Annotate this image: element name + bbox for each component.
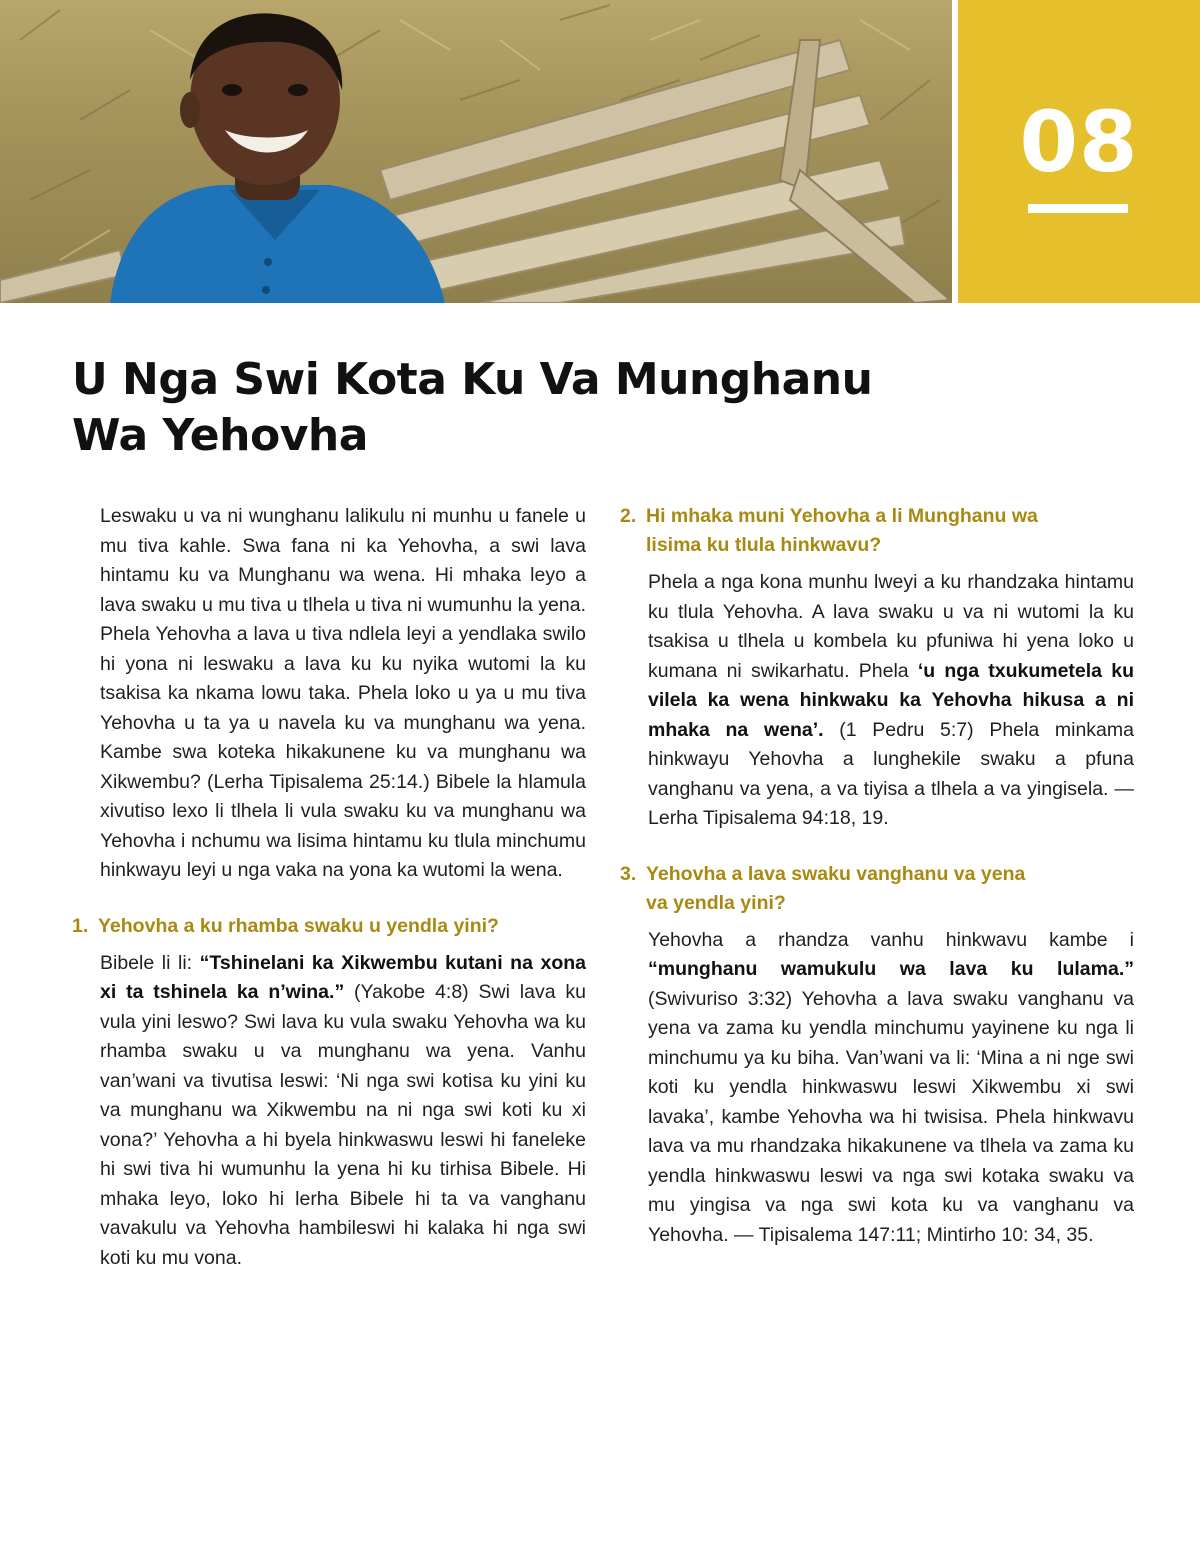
section-3-answer-pre: Yehovha a rhandza vanhu hinkwavu kambe i: [648, 928, 1134, 951]
lesson-number-badge: [958, 0, 1200, 303]
section-2-answer-quote: ‘u nga txukumetela ku vilela ka wena hinkwaku ka Yehovha hikusa a ni mhaka na wena’.: [648, 659, 1134, 741]
right-column: [620, 502, 1134, 1250]
title-line-1: U Nga Swi Kota Ku Va Munghanu: [72, 354, 873, 405]
section-2-answer: [620, 568, 1134, 834]
section-1-question-text: Yehovha a ku rhamba swaku u yendla yini?: [98, 914, 499, 937]
section-2-number: 2.: [620, 505, 637, 527]
section-3-answer-quote: “munghanu wamukulu wa lava ku lulama.”: [648, 958, 1134, 980]
hero-photo: [0, 0, 952, 303]
section-3-answer: [620, 926, 1134, 1251]
section-2-question-text: Hi mhaka muni Yehovha a li Munghanu wa lisima ku tlula hinkwavu?: [646, 505, 1038, 556]
hero-illustration: [0, 0, 952, 303]
section-2-answer-post: (1 Pedru 5:7) Phela minkama hinkwayu Yehovha a lunghekile swaku a pfuna vanghanu va yena, a va tiyisa a tlhela a va yingisela. — Lerha Tipisalema 94:18, 19.: [648, 718, 1134, 829]
section-1-answer-post: (Yakobe 4:8) Swi lava ku vula yini leswo? Swi lava ku vula swaku Yehovha wa ku rhamba swaku u va munghanu wa yena. Vanhu van’wani va tivutisa leswi: ‘Ni nga swi kotisa ku yini ku va munghanu wa Xikwembu na ni nga swi koti ku xi vona?’ Yehovha a hi byela hinkwaswu leswi hi faneleke hi swi tiva hi wumunhu la yena hi ku tirhisa Bibele. Hi mhaka leyo, loko hi lerha Bibele hi ta va vanghanu vavakulu va Yehovha hambileswi hi kalaka hi nga swi koti ku mu vona.: [100, 981, 586, 1269]
section-3-answer-post: (Swivuriso 3:32) Yehovha a lava swaku vanghanu va yena va zama ku yendla minchumu yayinene ku nga li minchumu ya ku biha. Van’wani va li: ‘Mina a ni nge swi koti ku yendla hinkwaswu leswi Xikwembu xi swi lavaka’, kambe Yehovha wa hi twisisa. Phela hinkwavu lava va mu rhandzaka hikakunene va tlhela va zama ku yendla hinkwaswu leswi va nga swi kotaka swaku va mu yingisa va nga swi kota ku va vanghanu va Yehovha. — Tipisalema 147:11; Mintirho 10: 34, 35.: [648, 987, 1134, 1246]
section-2-question: [620, 502, 1134, 560]
section-1-answer: [72, 949, 586, 1274]
section-1-number: 1.: [72, 914, 89, 937]
section-2-answer-pre: Phela a nga kona munhu lweyi a ku rhandzaka hintamu ku tlula Yehovha. A lava swaku u va ni wutomi la ku tsakisa u tlhela u kombela ku pfuniwa hi yena loko u kumana ni swikarhatu. Phela: [648, 571, 1134, 682]
section-3-question: [620, 860, 1134, 918]
intro-paragraph: Leswaku u va ni wunghanu lalikulu ni munhu u fanele u mu tiva kahle. Swa fana ni ka Yehovha, a swi lava hintamu ku va Munghanu wa wena. Hi mhaka leyo a lava swaku u mu tiva u tlhela u tiva ni wumunhu la yena. Phela Yehovha a lava u tiva ndlela leyi a yendlaka swilo hi yona ni leswaku a lava ku ku nyika wutomi la ku tsakisa ka nkama lowu taka. Phela loko u ya u mu tiva Yehovha u ta ya u navela ku va munghanu wa yena. Kambe swa koteka hikakunene ku va munghanu wa Xikwembu? (Lerha Tipisalema 25:14.) Bibele la hlamula xivutiso lexo li tlhela li vula swaku ku va munghanu wa Yehovha i nchumu wa lisima hintamu ku tlula minchumu hinkwayu leyi u nga vaka na yona ka wutomi la wena.: [100, 505, 586, 881]
title-line-2: Wa Yehovha: [72, 410, 368, 461]
page-title: [72, 352, 972, 464]
left-column: [72, 502, 586, 1273]
badge-underline: [1028, 204, 1128, 213]
section-1-question: [72, 912, 586, 941]
section-1-answer-pre: Bibele li li:: [100, 951, 200, 974]
section-1-answer-quote: “Tshinelani ka Xikwembu kutani na xona xi ta tshinela ka n’wina.”: [100, 951, 586, 1003]
section-3-question-text: Yehovha a lava swaku vanghanu va yena va yendla yini?: [646, 862, 1026, 914]
lesson-number: 08: [1019, 93, 1139, 191]
section-3-number: 3.: [620, 862, 637, 885]
